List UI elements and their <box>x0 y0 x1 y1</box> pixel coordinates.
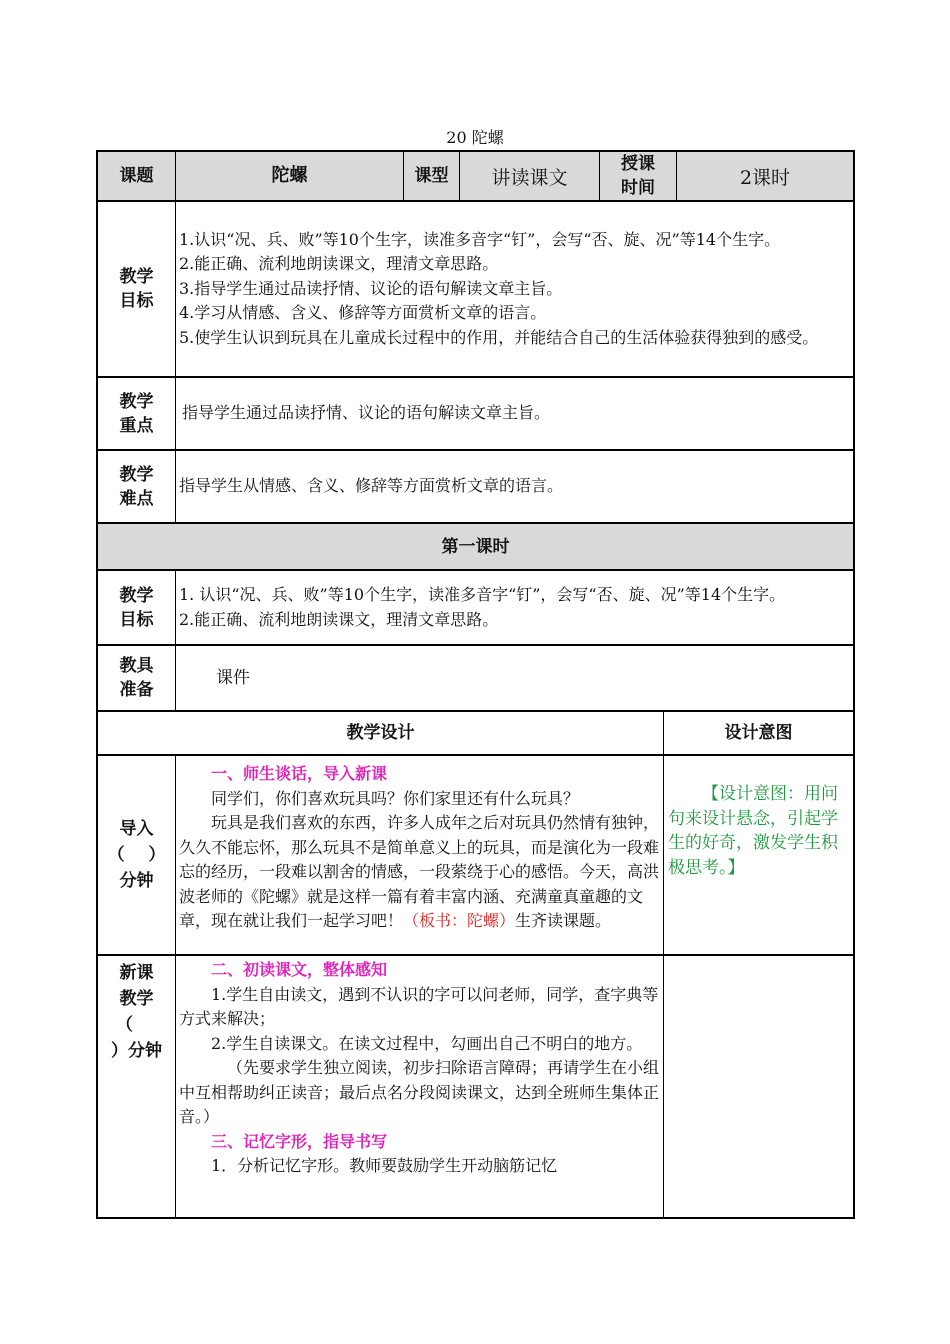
intent-text: 【设计意图：用问句来设计悬念，引起学生的好奇，激发学生积极思考。】 <box>668 784 838 878</box>
intro-paragraph <box>179 811 660 934</box>
goal-item: 2.能正确、流利地朗读课文，理清文章思路。 <box>179 609 499 629</box>
focus-content <box>176 378 853 449</box>
tools-text: 课件 <box>216 667 250 688</box>
goal-item: 2.能正确、流利地朗读课文，理清文章思路。 <box>179 254 499 274</box>
lesson1-goals-label: 教学目标 <box>98 571 176 644</box>
newlesson-paragraph: （先要求学生独立阅读，初步扫除语言障碍；再请学生在小组中互相帮助纠正读音；最后点名分段阅读课文，达到全班师生集体正音。） <box>179 1058 660 1126</box>
section-heading: 一、师生谈话，导入新课 <box>211 764 388 783</box>
goal-item: 1. 认识“况、兵、败”等10个生字，读准多音字“钉”，会写“否、旋、况”等14个生字。 <box>179 585 786 604</box>
focus-text: 指导学生通过品读抒情、议论的语句解读文章主旨。 <box>182 403 551 423</box>
goals-content <box>176 202 853 376</box>
time-value: 2课时 <box>739 166 791 189</box>
newlesson-label-line: 新课 <box>119 963 154 983</box>
type-value: 讲读课文 <box>460 152 600 200</box>
focus-row <box>96 378 855 451</box>
intro-text: 玩具是我们喜欢的东西，许多人成年之后对玩具仍然情有独钟，久久不能忘怀，那么玩具不是简单意义上的玩具，而是演化为一段难忘的经历，一段难以割舍的情感，一段萦绕于心的感悟。今天，高洪波老师的《陀螺》就是这样一篇有着丰富内涵、充满童真童趣的文章，现在就让我们一起学习吧！ <box>179 813 660 930</box>
goal-item: 1.认识“况、兵、败”等10个生字，读准多音字“钉”，会写“否、旋、况”等14个生字。 <box>179 229 781 249</box>
intro-text-tail: 生齐读课题。 <box>515 911 612 930</box>
goals-label: 教学目标 <box>98 202 176 376</box>
page-title: 20 陀螺 <box>446 128 504 147</box>
goal-item: 4.学习从情感、含义、修辞等方面赏析文章的语言。 <box>179 303 547 323</box>
intro-label <box>98 756 176 954</box>
lesson1-goals-row <box>96 571 855 646</box>
focus-label: 教学重点 <box>98 378 176 449</box>
intro-label-line: 分钟 <box>119 871 154 891</box>
newlesson-paragraph: 1．分析记忆字形。教师要鼓励学生开动脑筋记忆 <box>211 1156 558 1175</box>
time-label: 授课时间 <box>600 152 677 200</box>
intro-row <box>96 756 855 956</box>
topic-label: 课题 <box>98 152 176 200</box>
board-note: （板书：陀螺） <box>403 911 516 930</box>
lesson1-goals-content <box>176 571 853 644</box>
newlesson-paragraph: 1.学生自由读文，遇到不认识的字可以问老师，同学，查字典等方式来解决； <box>179 984 659 1028</box>
design-header-left: 教学设计 <box>98 712 664 754</box>
newlesson-label <box>98 956 176 1217</box>
intro-content <box>176 756 664 954</box>
goal-item: 3.指导学生通过品读抒情、议论的语句解读文章主旨。 <box>179 278 563 298</box>
newlesson-paragraph: 2.学生自读课文。在读文过程中，勾画出自己不明白的地方。 <box>211 1033 643 1053</box>
difficulty-label: 教学难点 <box>98 451 176 522</box>
newlesson-intent <box>664 956 853 1217</box>
difficulty-row <box>96 451 855 524</box>
header-row <box>96 150 855 202</box>
newlesson-label-line: 教学 <box>119 989 154 1009</box>
tools-label: 教具准备 <box>98 646 176 710</box>
section-heading: 二、初读课文，整体感知 <box>211 960 388 979</box>
goals-row <box>96 202 855 378</box>
lesson-plan-table <box>96 150 855 1219</box>
design-header-row <box>96 712 855 756</box>
lesson1-title: 第一课时 <box>441 536 510 557</box>
newlesson-content <box>176 956 664 1217</box>
intro-intent <box>664 756 853 954</box>
newlesson-label-line: （ <box>116 1015 133 1035</box>
newlesson-label-line: ）分钟 <box>111 1041 162 1061</box>
topic-value: 陀螺 <box>176 152 404 200</box>
design-header-right: 设计意图 <box>724 723 793 743</box>
section-heading: 三、记忆字形，指导书写 <box>211 1131 388 1151</box>
newlesson-row <box>96 956 855 1219</box>
intro-label-line: （ ） <box>107 845 166 865</box>
intro-paragraph: 同学们，你们喜欢玩具吗？你们家里还有什么玩具？ <box>211 788 580 808</box>
difficulty-text: 指导学生从情感、含义、修辞等方面赏析文章的语言。 <box>179 476 564 496</box>
intro-label-line: 导入 <box>119 819 154 839</box>
goal-item: 5.使学生认识到玩具在儿童成长过程中的作用，并能结合自己的生活体验获得独到的感受。 <box>179 327 819 347</box>
difficulty-content <box>176 451 853 522</box>
lesson1-row <box>96 524 855 571</box>
tools-row <box>96 646 855 712</box>
type-label: 课型 <box>404 152 460 200</box>
tools-content <box>176 646 853 710</box>
